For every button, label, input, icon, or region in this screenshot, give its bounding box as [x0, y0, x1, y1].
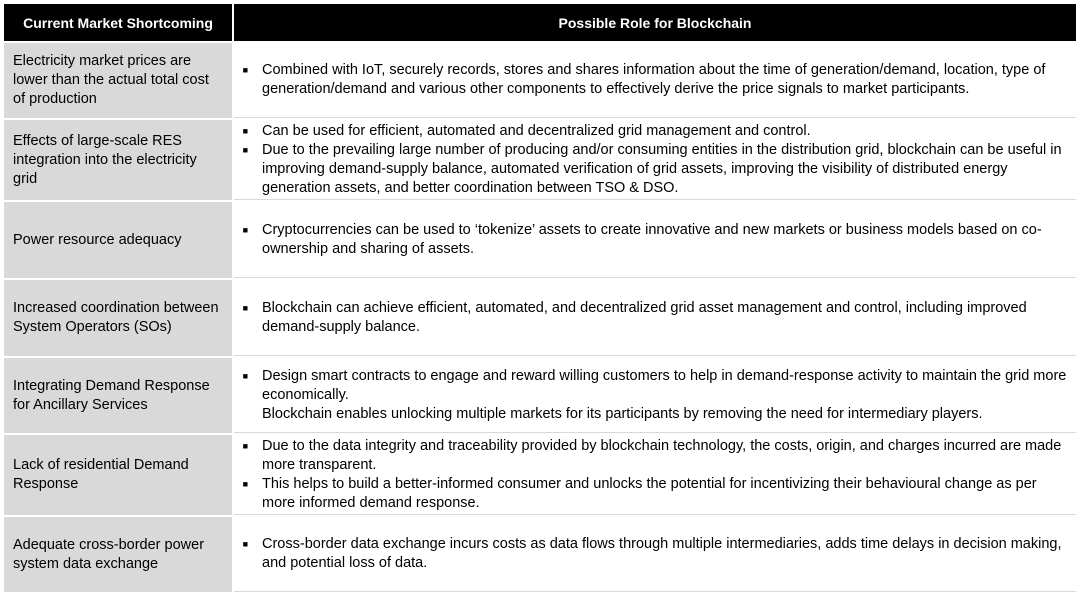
role-text: Blockchain enables unlocking multiple markets for its participants by removing the need for intermediary players.	[262, 405, 983, 422]
blockchain-role-table	[4, 4, 1076, 592]
role-bullet	[234, 221, 1068, 259]
role-cell	[234, 358, 1076, 433]
role-cell	[234, 280, 1076, 356]
shortcoming-cell: Effects of large-scale RES integration into the electricity grid	[4, 120, 232, 200]
role-text: Design smart contracts to engage and reward willing customers to help in demand-response activity to maintain the grid more economically.	[262, 367, 1067, 403]
table-row	[4, 200, 1076, 278]
table-row	[4, 433, 1076, 515]
role-bullet	[234, 535, 1068, 573]
role-bullet	[234, 141, 1068, 198]
role-text: Combined with IoT, securely records, stores and shares information about the time of generation/demand, location, type of generation/demand and various other components to effectively derive the price signals to market participants.	[262, 62, 1046, 97]
role-bullet	[234, 61, 1068, 99]
table-row	[4, 118, 1076, 200]
role-bullet	[234, 367, 1068, 405]
shortcoming-cell: Adequate cross-border power system data exchange	[4, 517, 232, 592]
role-cell	[234, 43, 1076, 118]
table-row	[4, 356, 1076, 433]
shortcoming-cell: Integrating Demand Response for Ancillary Services	[4, 358, 232, 433]
square-bullet-icon: ■	[242, 440, 248, 451]
shortcoming-cell: Lack of residential Demand Response	[4, 435, 232, 515]
role-text: This helps to build a better-informed consumer and unlocks the potential for incentivizing their behavioural change as per more informed demand response.	[262, 475, 1037, 511]
role-cell	[234, 120, 1076, 200]
square-bullet-icon: ■	[242, 65, 248, 75]
role-bullet	[234, 122, 1068, 141]
role-text: Cross-border data exchange incurs costs as data flows through multiple intermediaries, adds time delays in decision making, and potential loss of data.	[262, 536, 1062, 571]
table-row	[4, 278, 1076, 356]
square-bullet-icon: ■	[242, 302, 248, 313]
role-cell	[234, 202, 1076, 278]
square-bullet-icon: ■	[242, 144, 248, 155]
role-text: Blockchain can achieve efficient, automated, and decentralized grid asset management and control, including improved demand-supply balance.	[262, 299, 1027, 335]
role-text: Due to the prevailing large number of producing and/or consuming entities in the distribution grid, blockchain can be useful in improving demand-supply balance, automated verification of grid assets, improving the visibility of distributed energy generation assets, and better coordination between TSO & DSO.	[262, 141, 1062, 196]
role-cell	[234, 435, 1076, 515]
table-row	[4, 41, 1076, 118]
table-row	[4, 515, 1076, 592]
role-bullet	[234, 437, 1068, 475]
square-bullet-icon: ■	[242, 539, 248, 549]
role-bullet	[234, 299, 1068, 337]
square-bullet-icon: ■	[242, 478, 248, 489]
header-current-market-shortcoming: Current Market Shortcoming	[4, 4, 232, 41]
role-text: Cryptocurrencies can be used to ‘tokenize’ assets to create innovative and new markets or business models based on co-ownership and sharing of assets.	[262, 221, 1042, 257]
role-bullet	[234, 475, 1068, 513]
role-bullet	[234, 405, 1068, 424]
role-cell	[234, 517, 1076, 592]
shortcoming-cell: Increased coordination between System Operators (SOs)	[4, 280, 232, 356]
header-possible-role-for-blockchain: Possible Role for Blockchain	[234, 4, 1076, 41]
shortcoming-cell: Power resource adequacy	[4, 202, 232, 278]
square-bullet-icon: ■	[242, 224, 248, 235]
square-bullet-icon: ■	[242, 370, 248, 381]
role-text: Can be used for efficient, automated and decentralized grid management and control.	[262, 122, 811, 139]
role-text: Due to the data integrity and traceability provided by blockchain technology, the costs, origin, and charges incurred are made more transparent.	[262, 437, 1062, 473]
square-bullet-icon: ■	[242, 125, 248, 136]
table-header	[4, 4, 1076, 41]
shortcoming-cell: Electricity market prices are lower than the actual total cost of production	[4, 43, 232, 118]
